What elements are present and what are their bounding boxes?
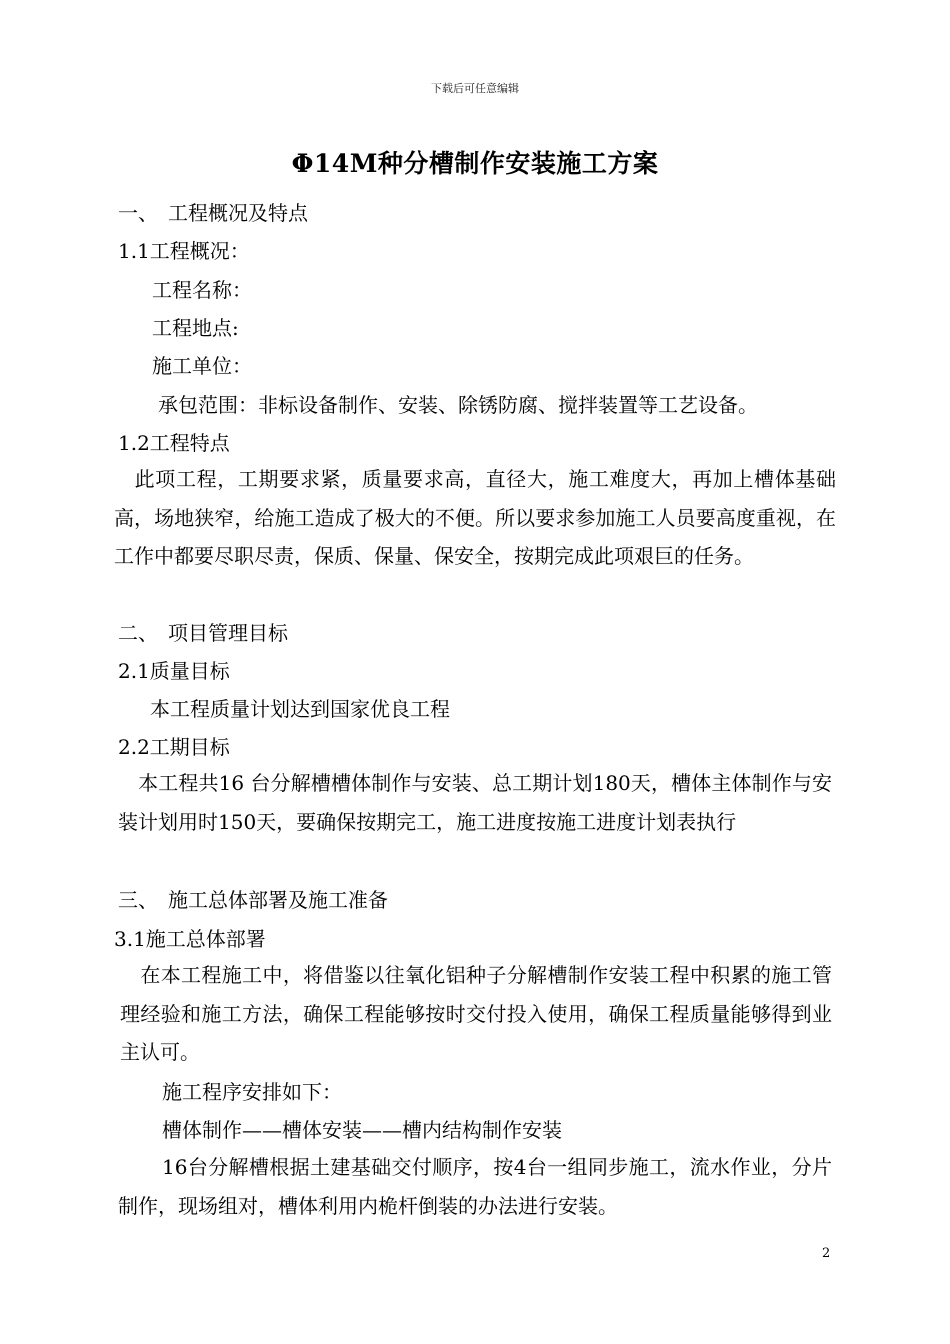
page-header: 下载后可任意编辑 [431,82,519,95]
project-features-paragraph: 此项工程，工期要求紧，质量要求高，直径大，施工难度大，再加上槽体基础高，场地狭窄，给施工造成了极大的不便。所以要求参加施工人员要高度重视，在工作中都要尽职尽责，保质、保量、保安全，按期完成此项艰巨的任务。 [114,467,836,568]
sequence-steps-text: 槽体制作——槽体安装——槽内结构制作安装 [162,1118,562,1142]
section-1-2-heading: 1.2工程特点 [118,431,230,455]
page-number: 2 [822,1246,831,1261]
project-location-label: 工程地点: [152,316,239,340]
section-2-heading: 二、 项目管理目标 [118,621,288,645]
deployment-paragraph: 在本工程施工中，将借鉴以往氧化铝种子分解槽制作安装工程中积累的施工管理经验和施工方法，确保工程能够按时交付投入使用，确保工程质量能够得到业主认可。 [120,963,832,1064]
quality-goal-text: 本工程质量计划达到国家优良工程 [150,697,450,721]
sequence-intro-text: 施工程序安排如下： [162,1080,342,1104]
construction-unit-label: 施工单位： [152,354,252,378]
section-3-heading: 三、 施工总体部署及施工准备 [118,888,388,912]
section-2-2-heading: 2.2工期目标 [118,735,230,759]
document-title: Φ14M种分槽制作安装施工方案 [291,149,659,178]
schedule-goal-paragraph: 本工程共16 台分解槽槽体制作与安装、总工期计划180天，槽体主体制作与安装计划用时150天，要确保按期完工，施工进度按施工进度计划表执行 [118,771,832,834]
section-1-1-heading: 1.1工程概况： [118,239,250,263]
installation-method-paragraph: 16台分解槽根据土建基础交付顺序，按4台一组同步施工，流水作业，分片制作，现场组对，槽体利用内桅杆倒装的办法进行安装。 [118,1155,832,1218]
section-2-1-heading: 2.1质量目标 [118,659,230,683]
contract-scope-text: 承包范围：非标设备制作、安装、除锈防腐、搅拌装置等工艺设备。 [158,393,758,417]
project-name-label: 工程名称： [152,278,252,302]
section-3-1-heading: 3.1施工总体部署 [114,927,266,951]
section-1-heading: 一、 工程概况及特点 [118,201,308,225]
